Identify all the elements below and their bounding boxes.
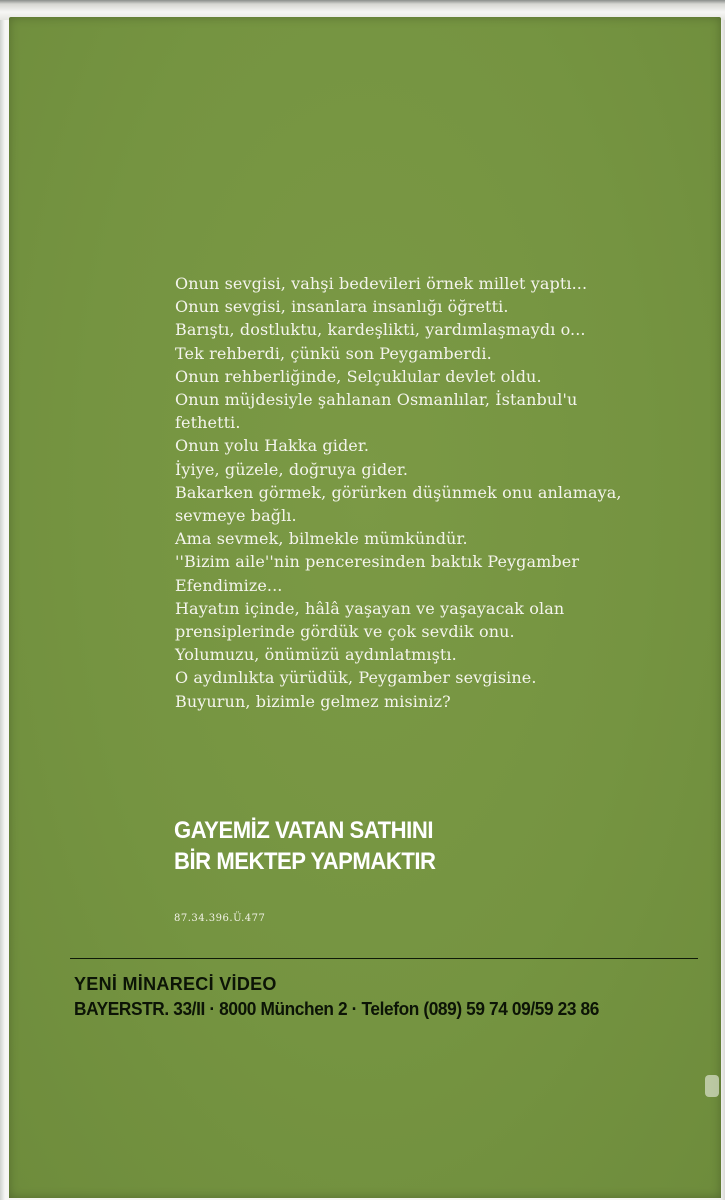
verse-line: sevmeye bağlı. xyxy=(175,506,297,526)
slogan-line-1: GAYEMİZ VATAN SATHINI xyxy=(174,817,433,844)
divider-line xyxy=(70,958,698,959)
verse-line: prensiplerinde gördük ve çok sevdik onu. xyxy=(175,622,515,642)
verse-line: Onun sevgisi, vahşi bedevileri örnek millet yaptı... xyxy=(175,274,588,293)
verse-line: Onun rehberliğinde, Selçuklular devlet oldu. xyxy=(175,366,542,386)
verse-line: Ama sevmek, bilmekle mümkündür. xyxy=(175,529,468,549)
wear-mark xyxy=(705,1075,719,1097)
verse-line: Yolumuzu, önümüzü aydınlatmıştı. xyxy=(175,645,457,665)
verse-line: Onun sevgisi, insanlara insanlığı öğretti. xyxy=(175,297,509,317)
verse-line: Bakarken görmek, görürken düşünmek onu anlamaya, xyxy=(175,482,622,502)
publisher-address: BAYERSTR. 33/II · 8000 München 2 · Telefon (089) 59 74 09/59 23 86 xyxy=(74,999,599,1019)
verse-line: fethetti. xyxy=(175,413,241,433)
slogan-heading xyxy=(174,815,436,877)
verse-line: Onun müjdesiyle şahlanan Osmanlılar, İstanbul'u xyxy=(175,390,578,410)
publisher-name: YENİ MİNARECİ VİDEO xyxy=(74,974,277,994)
verse-text xyxy=(175,272,695,713)
verse-line: Efendimize... xyxy=(175,575,283,595)
verse-line: Tek rehberdi, çünkü son Peygamberdi. xyxy=(175,343,492,363)
publisher-block xyxy=(74,972,621,1022)
verse-line: O aydınlıkta yürüdük, Peygamber sevgisine. xyxy=(175,668,537,688)
verse-line: İyiye, güzele, doğruya gider. xyxy=(175,459,409,479)
verse-line: ''Bizim aile''nin penceresinden baktık Peygamber xyxy=(175,552,580,572)
verse-line: Hayatın içinde, hâlâ yaşayan ve yaşayacak olan xyxy=(175,598,565,618)
slogan-line-2: BİR MEKTEP YAPMAKTIR xyxy=(174,848,436,875)
verse-line: Buyurun, bizimle gelmez misiniz? xyxy=(175,691,451,711)
verse-line: Barıştı, dostluktu, kardeşlikti, yardımlaşmaydı o... xyxy=(175,320,586,340)
catalog-code: 87.34.396.Ü.477 xyxy=(174,913,266,924)
verse-line: Onun yolu Hakka gider. xyxy=(175,436,370,456)
